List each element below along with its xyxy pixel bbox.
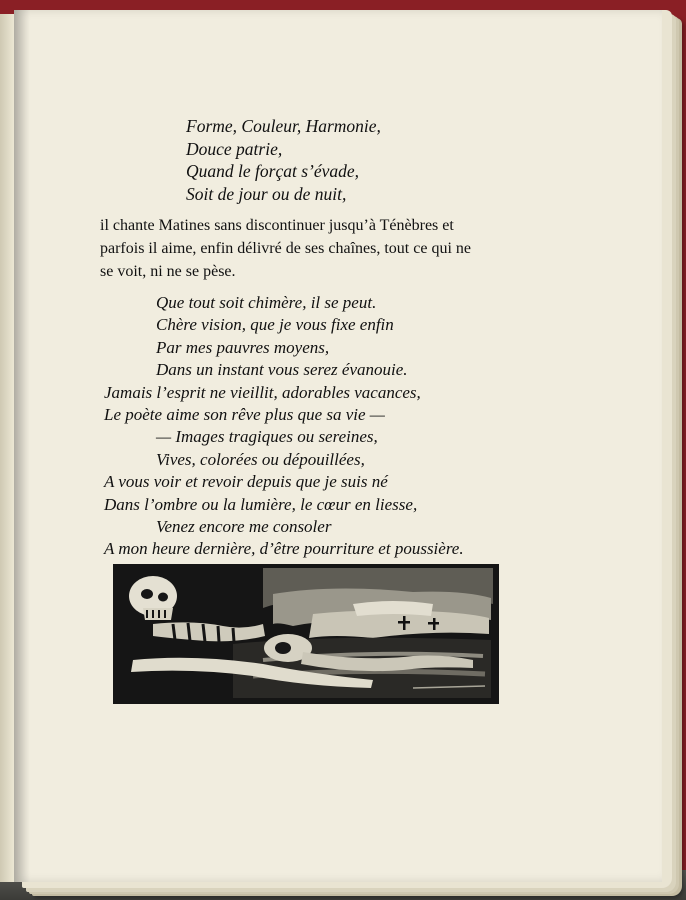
poem-line: Vives, colorées ou dépouillées, xyxy=(156,449,365,469)
woodcut-illustration xyxy=(113,564,499,704)
skeleton-woodcut-image xyxy=(113,564,499,704)
poem-line: Par mes pauvres moyens, xyxy=(156,337,330,357)
poem-line: Dans un instant vous serez évanouie. xyxy=(156,360,408,380)
opening-stanza xyxy=(186,115,381,205)
poem-line: Venez encore me consoler xyxy=(156,517,332,537)
stanza-line: Forme, Couleur, Harmonie, xyxy=(186,116,381,136)
prose-line: il chante Matines sans discontinuer jusqu’à Ténèbres et xyxy=(100,217,454,234)
poem-line: A vous voir et revoir depuis que je suis né xyxy=(104,472,388,492)
stanza-line: Soit de jour ou de nuit, xyxy=(186,183,347,204)
page-gutter-shadow xyxy=(14,10,30,882)
poem-line: Chère vision, que je vous fixe enfin xyxy=(156,315,394,335)
stanza-line: Douce patrie, xyxy=(186,138,283,159)
poem-line: Dans l’ombre ou la lumière, le cœur en liesse, xyxy=(104,494,418,514)
poem-line: Que tout soit chimère, il se peut. xyxy=(156,293,377,312)
poem-line: — Images tragiques ou sereines, xyxy=(156,427,378,447)
prose-line: parfois il aime, enfin délivré de ses chaînes, tout ce qui ne xyxy=(100,240,471,257)
poem-line: A mon heure dernière, d’être pourriture et poussière. xyxy=(104,539,464,559)
prose-line: se voit, ni ne se pèse. xyxy=(100,263,236,280)
left-page-edge xyxy=(0,14,14,882)
stanza-line: Quand le forçat s’évade, xyxy=(186,161,360,181)
poem-line: Le poète aime son rêve plus que sa vie — xyxy=(104,405,385,425)
prose-paragraph xyxy=(100,214,500,283)
poem xyxy=(104,292,464,561)
poem-line: Jamais l’esprit ne vieillit, adorables vacances, xyxy=(104,382,421,402)
